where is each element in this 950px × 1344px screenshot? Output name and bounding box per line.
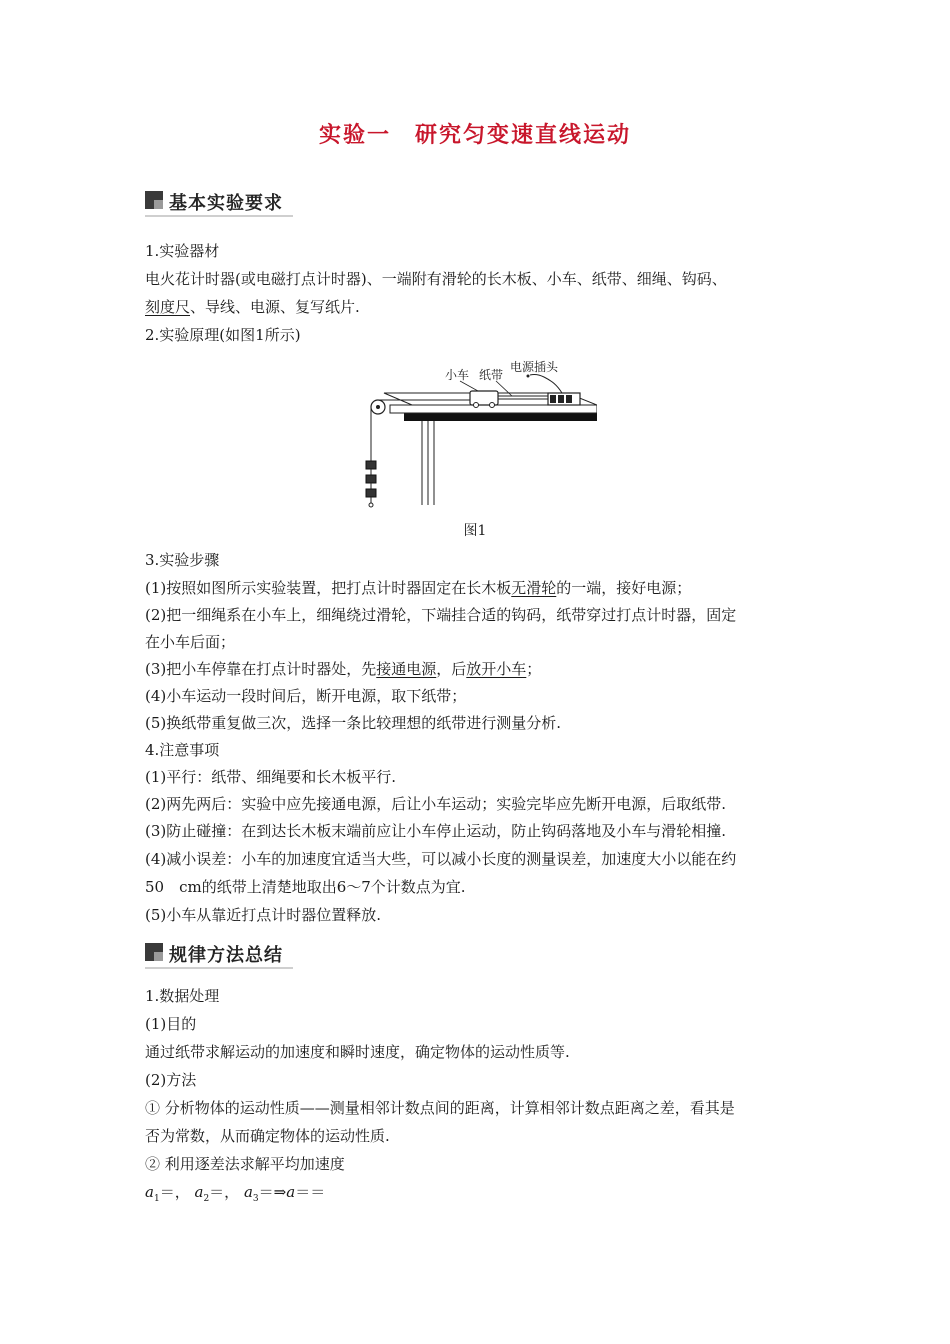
step-2-line-2: 在小车后面； xyxy=(145,633,236,651)
symbol-a: a xyxy=(286,1183,296,1201)
formula-part: ＝＝ xyxy=(295,1183,326,1201)
step-5: (5)换纸带重复做三次，选择一条比较理想的纸带进行测量分析. xyxy=(145,714,562,732)
figure-caption: 图1 xyxy=(463,523,487,539)
symbol-a: a xyxy=(145,1183,154,1201)
step-1 xyxy=(145,578,815,598)
method-1-line-1: ① 分析物体的运动性质——测量相邻计数点间的距离，计算相邻计数点距离之差，看其是 xyxy=(145,1099,735,1117)
step-1-underlined: 无滑轮 xyxy=(511,579,557,597)
method-2: ② 利用逐差法求解平均加速度 xyxy=(145,1155,345,1173)
step-3-b: ，后 xyxy=(436,660,467,678)
method-heading: (2)方法 xyxy=(145,1071,197,1089)
step-2-line-1: (2)把一细绳系在小车上，细绳绕过滑轮，下端挂合适的钩码，纸带穿过打点计时器，固定 xyxy=(145,606,737,624)
note-5: (5)小车从靠近打点计时器位置释放. xyxy=(145,906,382,924)
method-1-line-2: 否为常数，从而确定物体的运动性质. xyxy=(145,1127,390,1145)
square-bullet-icon xyxy=(145,943,163,961)
principle-heading: 2.实验原理(如图1所示) xyxy=(145,326,301,344)
section-heading-text: 基本实验要求 xyxy=(169,193,283,214)
formula-part: ＝⇒ xyxy=(258,1183,287,1201)
note-4-line-1: (4)减小误差：小车的加速度宜适当大些，可以减小长度的测量误差，加速度大小以能在约 xyxy=(145,850,737,868)
label-tape: 纸带 xyxy=(479,368,504,382)
equipment-heading: 1.实验器材 xyxy=(145,242,220,260)
note-1: (1)平行：纸带、细绳要和长木板平行. xyxy=(145,768,397,786)
step-3-a: (3)把小车停靠在打点计时器处，先 xyxy=(145,660,377,678)
apparatus-diagram xyxy=(352,355,597,515)
symbol-a: a xyxy=(194,1183,204,1201)
note-2: (2)两先两后：实验中应先接通电源，后让小车运动；实验完毕应先断开电源，后取纸带. xyxy=(145,795,727,813)
equipment-line-2 xyxy=(145,297,815,317)
label-car: 小车 xyxy=(445,368,470,382)
section-heading-basic-requirements xyxy=(145,189,293,217)
acceleration-formula xyxy=(145,1182,815,1209)
notes-heading: 4.注意事项 xyxy=(145,741,220,759)
equipment-line-2-rest: 、导线、电源、复写纸片. xyxy=(190,298,360,316)
section-heading-text: 规律方法总结 xyxy=(169,945,283,966)
step-3-underlined-1: 接通电源 xyxy=(376,660,437,678)
step-4: (4)小车运动一段时间后，断开电源，取下纸带； xyxy=(145,687,467,705)
figure-1-apparatus xyxy=(352,355,597,515)
underlined-term: 刻度尺 xyxy=(145,298,191,316)
data-processing-heading: 1.数据处理 xyxy=(145,987,220,1005)
subscript: 2 xyxy=(203,1194,210,1204)
note-4-line-2: 50 cm的纸带上清楚地取出6～7个计数点为宜. xyxy=(145,878,466,896)
steps-heading: 3.实验步骤 xyxy=(145,551,220,569)
step-1-a: (1)按照如图所示实验装置，把打点计时器固定在长木板 xyxy=(145,579,512,597)
square-bullet-icon xyxy=(145,191,163,209)
formula-part: ＝， xyxy=(159,1183,190,1201)
equipment-line-1: 电火花计时器(或电磁打点计时器)、一端附有滑轮的长木板、小车、纸带、细绳、钩码、 xyxy=(145,270,727,288)
page-title: 实验一 研究匀变速直线运动 xyxy=(318,123,631,148)
goal-heading: (1)目的 xyxy=(145,1015,197,1033)
subscript: 3 xyxy=(252,1194,259,1204)
step-3 xyxy=(145,659,815,679)
step-3-c: ； xyxy=(526,660,542,678)
symbol-a: a xyxy=(243,1183,253,1201)
formula-part: ＝， xyxy=(209,1183,240,1201)
step-1-b: 的一端，接好电源； xyxy=(556,579,692,597)
label-plug: 电源插头 xyxy=(510,360,559,374)
step-3-underlined-2: 放开小车 xyxy=(466,660,527,678)
goal-text: 通过纸带求解运动的加速度和瞬时速度，确定物体的运动性质等. xyxy=(145,1043,570,1061)
note-3: (3)防止碰撞：在到达长木板末端前应让小车停止运动，防止钩码落地及小车与滑轮相撞. xyxy=(145,822,727,840)
section-heading-methods-summary xyxy=(145,941,293,969)
subscript: 1 xyxy=(153,1194,160,1204)
